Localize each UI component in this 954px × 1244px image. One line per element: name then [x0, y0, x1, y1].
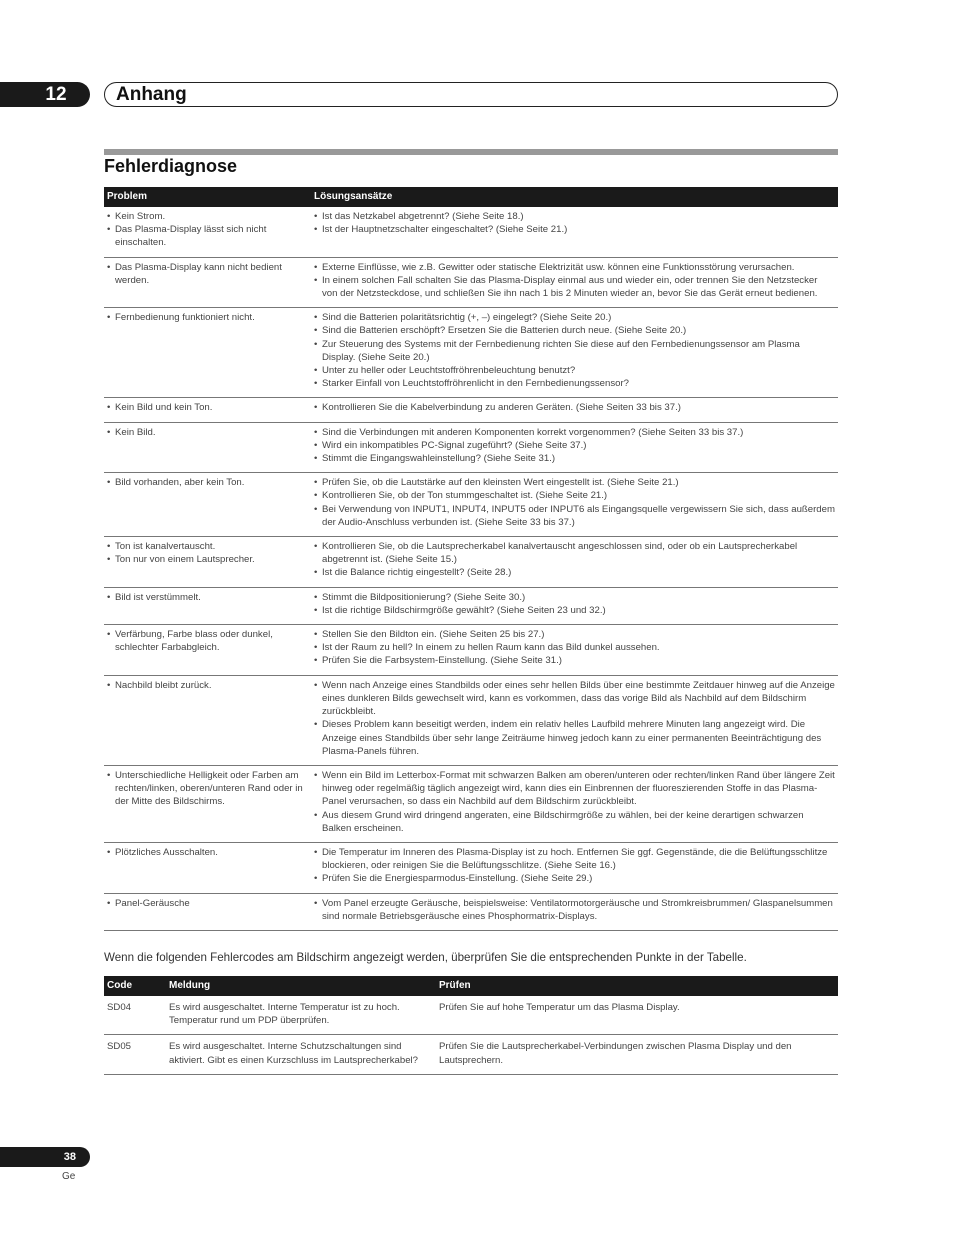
solution-item: • Wenn ein Bild im Letterbox-Format mit schwarzen Balken am oberen/unteren oder rechten/linken Rand über längere Zeit hinweg oder regelmäßig täglich angezeigt wird, kann dies ein Einbrennen der fluoreszierenden Stoffe in das Plasma-Panel verursachen, so dass ein Nachbild auf dem Bildschirm zurückbleibt. — [314, 769, 835, 809]
table-header-row — [104, 976, 838, 996]
problem-list — [107, 679, 308, 692]
solution-item: • Prüfen Sie die Farbsystem-Einstellung. (Siehe Seite 31.) — [314, 654, 835, 667]
problem-item: • Unterschiedliche Helligkeit oder Farben am rechten/linken, oberen/unteren Rand oder in der Mitte des Bildschirms. — [107, 769, 308, 809]
problem-item: • Kein Bild und kein Ton. — [107, 401, 308, 414]
error-codes-intro: Wenn die folgenden Fehlercodes am Bildschirm angezeigt werden, überprüfen Sie die entsprechenden Punkte in der Tabelle. — [104, 951, 747, 964]
problem-item: • Kein Bild. — [107, 426, 308, 439]
solutions-list — [314, 846, 835, 886]
table-row — [104, 587, 838, 624]
solution-item: • Kontrollieren Sie, ob die Lautsprecherkabel kanalvertauscht angeschlossen sind, oder ob ein Lautsprecherkabel abgetrennt ist. (Siehe Seite 15.) — [314, 540, 835, 566]
solution-item: • Sind die Batterien polaritätsrichtig (+, –) eingelegt? (Siehe Seite 20.) — [314, 311, 835, 324]
solutions-cell — [311, 587, 838, 624]
section-title: Fehlerdiagnose — [104, 156, 238, 176]
table-row — [104, 1035, 838, 1074]
problem-cell — [104, 893, 311, 930]
solution-item: • Ist der Raum zu hell? In einem zu hellen Raum kann das Bild dunkel aussehen. — [314, 641, 835, 654]
error-check: Prüfen Sie auf hohe Temperatur um das Plasma Display. — [436, 996, 838, 1035]
problem-list — [107, 261, 308, 287]
header-problem: Problem — [104, 187, 311, 207]
problem-list — [107, 846, 308, 859]
solution-item: • Prüfen Sie, ob die Lautstärke auf den kleinsten Wert eingestellt ist. (Siehe Seite 21.) — [314, 476, 835, 489]
problem-cell — [104, 257, 311, 308]
solutions-list — [314, 311, 835, 390]
problem-cell — [104, 765, 311, 842]
problem-item: • Nachbild bleibt zurück. — [107, 679, 308, 692]
table-header-row — [104, 187, 838, 207]
solutions-cell — [311, 842, 838, 893]
solution-item: • Ist die richtige Bildschirmgröße gewählt? (Siehe Seiten 23 und 32.) — [314, 604, 835, 617]
header-check: Prüfen — [436, 976, 838, 996]
solutions-cell — [311, 675, 838, 765]
solution-item: • Wird ein inkompatibles PC-Signal zugeführt? (Siehe Seite 37.) — [314, 439, 835, 452]
solutions-list — [314, 426, 835, 466]
problem-cell — [104, 308, 311, 398]
solution-item: • Stimmt die Eingangswahleinstellung? (Siehe Seite 31.) — [314, 452, 835, 465]
error-code: SD04 — [104, 996, 166, 1035]
solution-item: • Zur Steuerung des Systems mit der Fernbedienung richten Sie diese auf den Fernbedienungssensor am Plasma Display. (Siehe Seite 20.) — [314, 338, 835, 364]
solution-item: • Unter zu heller oder Leuchtstoffröhrenbeleuchtung benutzt? — [314, 364, 835, 377]
solutions-cell — [311, 473, 838, 537]
problem-cell — [104, 398, 311, 422]
solutions-list — [314, 591, 835, 617]
header-code: Code — [104, 976, 166, 996]
language-code: Ge — [62, 1171, 76, 1182]
table-row — [104, 398, 838, 422]
problem-list — [107, 628, 308, 654]
table-row — [104, 842, 838, 893]
table-row — [104, 422, 838, 473]
error-code: SD05 — [104, 1035, 166, 1074]
problem-list — [107, 401, 308, 414]
solution-item: • Kontrollieren Sie, ob der Ton stummgeschaltet ist. (Siehe Seite 21.) — [314, 489, 835, 502]
table-row — [104, 257, 838, 308]
table-row — [104, 473, 838, 537]
problem-cell — [104, 207, 311, 257]
table-row — [104, 996, 838, 1035]
table-row — [104, 625, 838, 676]
solution-item: • Dieses Problem kann beseitigt werden, indem ein relativ helles Laufbild mehrere Minuten lang angezeigt wird. Die Anzeige eines Standbilds über sehr lange Zeiträume hinweg jedoch kann zu einer permanenten Beeinträchtigung des Plasma-Panels führen. — [314, 718, 835, 758]
problem-cell — [104, 537, 311, 588]
problem-item: • Plötzliches Ausschalten. — [107, 846, 308, 859]
error-check: Prüfen Sie die Lautsprecherkabel-Verbindungen zwischen Plasma Display und den Lautsprechern. — [436, 1035, 838, 1074]
error-code-table — [104, 976, 838, 1075]
solutions-cell — [311, 422, 838, 473]
problem-list — [107, 476, 308, 489]
problem-item: • Das Plasma-Display kann nicht bedient werden. — [107, 261, 308, 287]
solution-item: • Bei Verwendung von INPUT1, INPUT4, INPUT5 oder INPUT6 als Eingangsquelle vergewissern Sie sich, dass außerdem der Audio-Anschluss verbunden ist. (Siehe Seite 33 bis 37.) — [314, 503, 835, 529]
solutions-list — [314, 401, 835, 414]
solutions-cell — [311, 625, 838, 676]
chapter-number: 12 — [45, 84, 67, 105]
problem-list — [107, 311, 308, 324]
problem-cell — [104, 675, 311, 765]
solutions-list — [314, 769, 835, 835]
problem-item: • Verfärbung, Farbe blass oder dunkel, schlechter Farbabgleich. — [107, 628, 308, 654]
problem-item: • Kein Strom. — [107, 210, 308, 223]
solutions-list — [314, 679, 835, 758]
table-row — [104, 308, 838, 398]
problem-item: • Fernbedienung funktioniert nicht. — [107, 311, 308, 324]
problem-list — [107, 591, 308, 604]
table-row — [104, 893, 838, 930]
problem-cell — [104, 842, 311, 893]
solution-item: • Die Temperatur im Inneren des Plasma-Display ist zu hoch. Entfernen Sie ggf. Gegenstände, die die Belüftungsschlitze blockieren, oder reinigen Sie die Belüftungsschlitze. (Siehe Seite 16.) — [314, 846, 835, 872]
solutions-cell — [311, 765, 838, 842]
solution-item: • Sind die Batterien erschöpft? Ersetzen Sie die Batterien durch neue. (Siehe Seite 20.) — [314, 324, 835, 337]
problem-item: • Ton ist kanalvertauscht. — [107, 540, 308, 553]
solution-item: • Prüfen Sie die Energiesparmodus-Einstellung. (Siehe Seite 29.) — [314, 872, 835, 885]
solution-item: • Stellen Sie den Bildton ein. (Siehe Seiten 25 bis 27.) — [314, 628, 835, 641]
troubleshooting-table — [104, 187, 838, 931]
problem-item: • Bild vorhanden, aber kein Ton. — [107, 476, 308, 489]
table-row — [104, 675, 838, 765]
solution-item: • Kontrollieren Sie die Kabelverbindung zu anderen Geräten. (Siehe Seiten 33 bis 37.) — [314, 401, 835, 414]
solutions-cell — [311, 308, 838, 398]
solutions-list — [314, 540, 835, 580]
problem-list — [107, 897, 308, 910]
solutions-cell — [311, 893, 838, 930]
problem-cell — [104, 473, 311, 537]
chapter-title: Anhang — [104, 82, 838, 107]
solutions-cell — [311, 398, 838, 422]
solution-item: • Ist die Balance richtig eingestellt? (Seite 28.) — [314, 566, 835, 579]
solution-item: • Ist das Netzkabel abgetrennt? (Siehe Seite 18.) — [314, 210, 835, 223]
page-number: 38 — [0, 1147, 90, 1167]
table-row — [104, 537, 838, 588]
solution-item: • In einem solchen Fall schalten Sie das Plasma-Display einmal aus und wieder ein, oder trennen Sie den Netzstecker von der Netzsteckdose, und schließen Sie ihn nach 1 bis 2 Minuten wieder an, bevor Sie das Gerät erneut bedienen. — [314, 274, 835, 300]
problem-item: • Ton nur von einem Lautsprecher. — [107, 553, 308, 566]
problem-list — [107, 426, 308, 439]
chapter-number-tab — [0, 82, 90, 107]
solutions-cell — [311, 207, 838, 257]
solution-item: • Starker Einfall von Leuchtstoffröhrenlicht in den Fernbedienungssensor? — [314, 377, 835, 390]
problem-item: • Bild ist verstümmelt. — [107, 591, 308, 604]
problem-list — [107, 540, 308, 566]
solution-item: • Vom Panel erzeugte Geräusche, beispielsweise: Ventilatormotorgeräusche und Stromkreisbrummen/ Glaspanelsummen sind normale Betriebsgeräusche eines Phosphormatrix-Displays. — [314, 897, 835, 923]
solution-item: • Ist der Hauptnetzschalter eingeschaltet? (Siehe Seite 21.) — [314, 223, 835, 236]
table-row — [104, 207, 838, 257]
header-solutions: Lösungsansätze — [311, 187, 838, 207]
error-message: Es wird ausgeschaltet. Interne Schutzschaltungen sind aktiviert. Gibt es einen Kurzschluss im Lautsprecherkabel? — [166, 1035, 436, 1074]
solutions-list — [314, 210, 835, 236]
problem-item: • Das Plasma-Display lässt sich nicht einschalten. — [107, 223, 308, 249]
section-rule — [104, 149, 838, 155]
solution-item: • Externe Einflüsse, wie z.B. Gewitter oder statische Elektrizität usw. können eine Funktionsstörung verursachen. — [314, 261, 835, 274]
solution-item: • Aus diesem Grund wird dringend angeraten, eine Bildschirmgröße zu wählen, bei der keine derartigen schwarzen Balken erscheinen. — [314, 809, 835, 835]
solutions-cell — [311, 257, 838, 308]
problem-list — [107, 210, 308, 250]
solution-item: • Wenn nach Anzeige eines Standbilds oder eines sehr hellen Bilds über eine bestimmte Zeitdauer hinweg auf die Anzeige eines dunkleren Bilds gewechselt wird, kann es vorkommen, dass das vorige Bild als Nachbild auf dem Bildschirm zurückbleibt. — [314, 679, 835, 719]
solution-item: • Sind die Verbindungen mit anderen Komponenten korrekt vorgenommen? (Siehe Seiten 33 bis 37.) — [314, 426, 835, 439]
solutions-list — [314, 476, 835, 529]
solutions-list — [314, 897, 835, 923]
solutions-list — [314, 261, 835, 301]
problem-cell — [104, 422, 311, 473]
error-message: Es wird ausgeschaltet. Interne Temperatur ist zu hoch. Temperatur rund um PDP überprüfen. — [166, 996, 436, 1035]
table-row — [104, 765, 838, 842]
problem-item: • Panel-Geräusche — [107, 897, 308, 910]
problem-cell — [104, 587, 311, 624]
solutions-list — [314, 628, 835, 668]
problem-list — [107, 769, 308, 809]
solution-item: • Stimmt die Bildpositionierung? (Siehe Seite 30.) — [314, 591, 835, 604]
header-message: Meldung — [166, 976, 436, 996]
problem-cell — [104, 625, 311, 676]
solutions-cell — [311, 537, 838, 588]
